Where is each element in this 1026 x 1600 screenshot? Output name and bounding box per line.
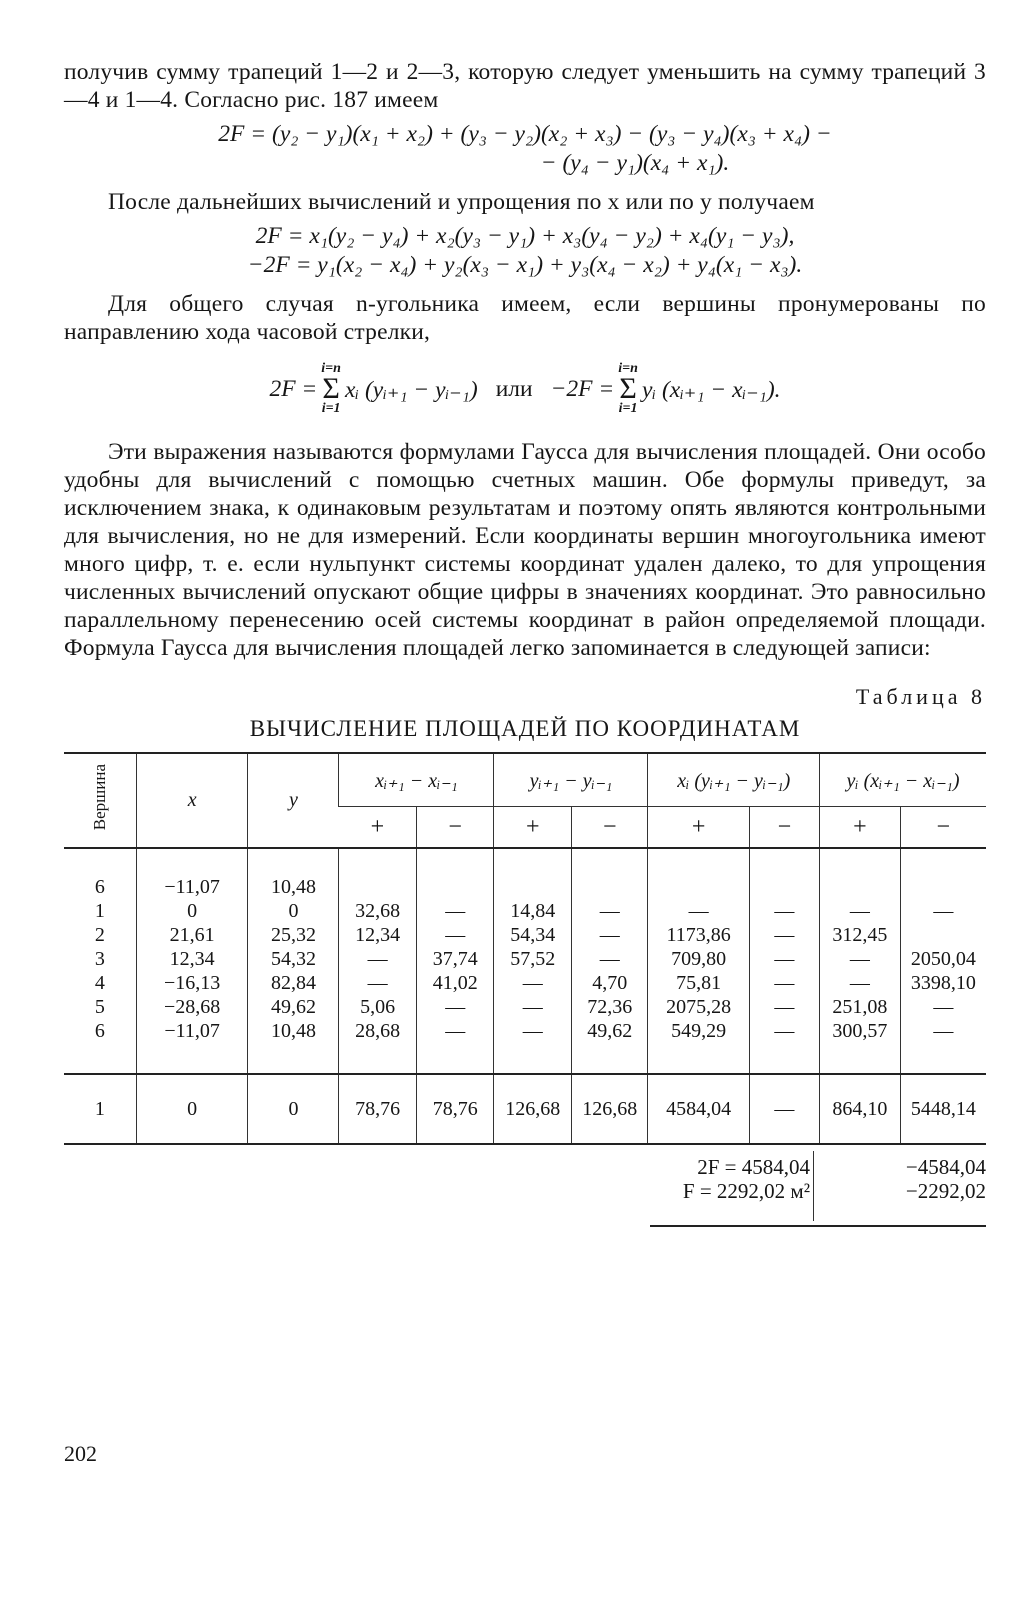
table-cell: 4,70 — [592, 972, 628, 994]
sum-lower-limit: i=1 — [321, 401, 341, 416]
table-cell: 709,80 — [671, 948, 727, 970]
table-cell: 32,68 — [355, 900, 401, 922]
total-xdy-plus: 4584,04 — [648, 1074, 749, 1144]
table-totals-row — [64, 1074, 986, 1144]
table-cell: — — [367, 972, 388, 994]
formula-simplified — [64, 222, 986, 280]
table-cell — [575, 875, 645, 899]
table-label: Таблица 8 — [855, 684, 986, 709]
table-cell: 5 — [94, 996, 105, 1018]
total-dx-plus: 78,76 — [339, 1074, 417, 1144]
table-cell: 49,62 — [270, 996, 316, 1018]
table-cell: — — [445, 924, 466, 946]
results-divider — [813, 1151, 814, 1221]
table-cell: — — [774, 972, 795, 994]
total-dy-minus: 126,68 — [571, 1074, 648, 1144]
table-cell: 82,84 — [270, 972, 316, 994]
table-cell: 3 — [94, 948, 105, 970]
col-dy-minus — [571, 848, 648, 1074]
table-cell — [823, 875, 897, 899]
col-x — [136, 848, 248, 1074]
table-cell: — — [774, 924, 795, 946]
table-cell: 549,29 — [671, 1020, 727, 1042]
table-cell: 2 — [94, 924, 105, 946]
col-dx-plus — [339, 848, 417, 1074]
col-ydx-plus — [820, 848, 901, 1074]
total-y: 0 — [248, 1074, 339, 1144]
formula-gauss — [64, 362, 986, 416]
table-cell: — — [849, 948, 870, 970]
table-cell: — — [445, 900, 466, 922]
formula-body: yᵢ (xᵢ₊₁ − xᵢ₋₁). — [641, 376, 781, 403]
header-plus: + — [494, 807, 572, 849]
table-cell: 75,81 — [676, 972, 722, 994]
sigma-symbol: Σ — [322, 372, 340, 405]
table-cell: — — [522, 996, 543, 1018]
sum-icon — [321, 362, 341, 416]
col-xdy-minus — [749, 848, 819, 1074]
formula-line: −2F = y₁(x₂ − x₄) + y₂(x₃ − x₁) + y₃(x₄ − x₂) + y₄(x₁ − x₃). — [247, 252, 803, 278]
total-x: 0 — [136, 1074, 248, 1144]
table-cell: 10,48 — [270, 1020, 316, 1042]
table-cell: 312,45 — [832, 924, 888, 946]
result-minus-f: −2292,02 — [905, 1179, 986, 1203]
formula-line: − (y₄ − y₁)(x₄ + x₁). — [540, 150, 730, 176]
table-cell: — — [445, 996, 466, 1018]
table-cell: −16,13 — [164, 972, 221, 994]
table-cell — [420, 875, 491, 899]
table-cell: 2050,04 — [910, 948, 976, 970]
header-dy: yᵢ₊₁ − yᵢ₋₁ — [494, 753, 648, 807]
table-cell — [904, 875, 983, 899]
table-cell: 2075,28 — [666, 996, 732, 1018]
table-cell: 0 — [288, 900, 299, 922]
table-cell: — — [599, 948, 620, 970]
sum-icon — [618, 362, 638, 416]
table-cell — [651, 875, 745, 899]
paragraph-gauss-explanation: Эти выражения называются формулами Гаусса для вычисления площадей. Они особо удобны для вычислений с помощью счетных машин. Обе формулы приведут, за исключением знака, к одинаковым результатам и поэтому опять являются контрольными для вычисления, но не для измерений. Если координаты вершин многоугольника имеют много цифр, т. е. если нульпункт системы координат удален далеко, то для упрощения численных вычислений опускают общие цифры в значениях координат. Это равносильно параллельному перенесению осей системы координат в район определяемой площади. Формула Гаусса для вычисления площадей легко запоминается в следующей записи: — [64, 439, 986, 661]
formula-body: xᵢ (yᵢ₊₁ − yᵢ₋₁) — [344, 376, 478, 403]
header-minus: − — [900, 807, 986, 849]
table-cell: — — [933, 1020, 954, 1042]
paragraph-simplification: После дальнейших вычислений и упрощения по x или по y получаем — [108, 189, 815, 215]
table-cell: 10,48 — [270, 876, 316, 898]
result-minus-2f: −4584,04 — [905, 1155, 986, 1179]
table-cell — [904, 923, 983, 947]
header-plus: + — [648, 807, 749, 849]
sum-lower-limit: i=1 — [618, 401, 638, 416]
total-dy-plus: 126,68 — [494, 1074, 572, 1144]
table-cell: 6 — [94, 876, 105, 898]
header-minus: − — [416, 807, 494, 849]
table-cell: 54,34 — [510, 924, 556, 946]
table-cell: 300,57 — [832, 1020, 888, 1042]
table-cell: −28,68 — [164, 996, 221, 1018]
total-xdy-minus: — — [749, 1074, 819, 1144]
table-cell: — — [774, 948, 795, 970]
table-cell: 25,32 — [270, 924, 316, 946]
sum-upper-limit: i=n — [321, 361, 341, 376]
total-vertex: 1 — [64, 1074, 136, 1144]
results-left — [683, 1155, 810, 1203]
paragraph-intro: получив сумму трапеций 1—2 и 2—3, которую следует уменьшить на сумму трапеций 3—4 и 1—4. Согласно рис. 187 имеем — [64, 59, 986, 113]
formula-line: 2F = x₁(y₂ − y₄) + x₂(y₃ − y₁) + x₃(y₄ − y₂) + x₄(y₁ − y₃), — [255, 223, 795, 249]
formula-trapezoid-sum — [64, 120, 986, 178]
table-cell: — — [688, 900, 709, 922]
header-xdy: xᵢ (yᵢ₊₁ − yᵢ₋₁) — [648, 753, 820, 807]
total-dx-minus: 78,76 — [416, 1074, 494, 1144]
table-cell: 4 — [94, 972, 105, 994]
table-cell: −11,07 — [164, 1020, 220, 1042]
table-cell: — — [849, 972, 870, 994]
result-f: F = 2292,02 м² — [682, 1179, 810, 1203]
table-cell: — — [933, 996, 954, 1018]
gauss-formula-left — [269, 362, 477, 416]
sigma-symbol: Σ — [619, 372, 637, 405]
header-vertex: Вершина — [89, 764, 109, 831]
header-dx: xᵢ₊₁ − xᵢ₋₁ — [339, 753, 494, 807]
header-x: x — [136, 753, 248, 848]
table-cell: — — [367, 948, 388, 970]
table-cell: 5,06 — [360, 996, 396, 1018]
formula-lhs: −2F = — [550, 375, 615, 402]
table-cell: — — [522, 972, 543, 994]
table-cell: — — [445, 1020, 466, 1042]
table-cell: 3398,10 — [910, 972, 976, 994]
header-plus: + — [339, 807, 417, 849]
header-minus: − — [571, 807, 648, 849]
gauss-formula-right — [551, 362, 781, 416]
results-right — [906, 1155, 986, 1203]
table-cell: 14,84 — [510, 900, 556, 922]
table-cell: 1 — [94, 900, 105, 922]
total-ydx-plus: 864,10 — [820, 1074, 901, 1144]
table-data-block — [64, 848, 986, 1074]
table-cell: 251,08 — [832, 996, 888, 1018]
table-cell: — — [599, 900, 620, 922]
formula-connector: или — [495, 375, 533, 402]
coordinate-area-table — [64, 752, 986, 1145]
table-cell: 72,36 — [587, 996, 633, 1018]
col-vertex — [64, 848, 136, 1074]
table-cell: 41,02 — [432, 972, 478, 994]
area-results — [64, 1151, 986, 1223]
table-cell: 21,61 — [169, 924, 215, 946]
sum-upper-limit: i=n — [618, 361, 638, 376]
table-cell: — — [774, 996, 795, 1018]
result-2f: 2F = 4584,04 — [697, 1155, 810, 1179]
table-cell: 1173,86 — [666, 924, 731, 946]
table-cell: 57,52 — [510, 948, 556, 970]
table-cell: — — [933, 900, 954, 922]
table-cell: 12,34 — [355, 924, 401, 946]
col-dx-minus — [416, 848, 494, 1074]
formula-line: 2F = (y₂ − y₁)(x₁ + x₂) + (y₃ − y₂)(x₂ + x₃) − (y₃ − y₄)(x₃ + x₄) − — [218, 121, 832, 147]
formula-lhs: 2F = — [269, 375, 318, 402]
table-cell: — — [774, 1020, 795, 1042]
header-minus: − — [749, 807, 819, 849]
paragraph-general-case: Для общего случая n-угольника имеем, если вершины пронумерованы по направлению хода часовой стрелки, — [64, 291, 986, 345]
table-cell: 49,62 — [587, 1020, 633, 1042]
table-cell — [342, 875, 413, 899]
col-xdy-plus — [648, 848, 749, 1074]
table-cell: 0 — [187, 900, 198, 922]
header-y: y — [248, 753, 339, 848]
header-plus: + — [820, 807, 901, 849]
total-ydx-minus: 5448,14 — [900, 1074, 986, 1144]
page-number: 202 — [64, 1441, 97, 1466]
table-cell: — — [774, 900, 795, 922]
col-dy-plus — [494, 848, 572, 1074]
header-ydx: yᵢ (xᵢ₊₁ − xᵢ₋₁) — [820, 753, 986, 807]
table-cell: 37,74 — [432, 948, 478, 970]
results-underline — [650, 1225, 986, 1227]
table-cell: 28,68 — [355, 1020, 401, 1042]
table-cell: — — [849, 900, 870, 922]
table-cell — [497, 875, 568, 899]
table-cell — [753, 875, 816, 899]
col-y — [248, 848, 339, 1074]
table-title: ВЫЧИСЛЕНИЕ ПЛОЩАДЕЙ ПО КООРДИНАТАМ — [249, 716, 801, 741]
table-cell: −11,07 — [164, 876, 220, 898]
col-ydx-minus — [900, 848, 986, 1074]
page-body — [64, 58, 986, 1223]
table-cell: 6 — [94, 1020, 105, 1042]
table-cell: 54,32 — [270, 948, 316, 970]
table-cell: — — [599, 924, 620, 946]
table-cell: 12,34 — [169, 948, 215, 970]
table-cell: — — [522, 1020, 543, 1042]
